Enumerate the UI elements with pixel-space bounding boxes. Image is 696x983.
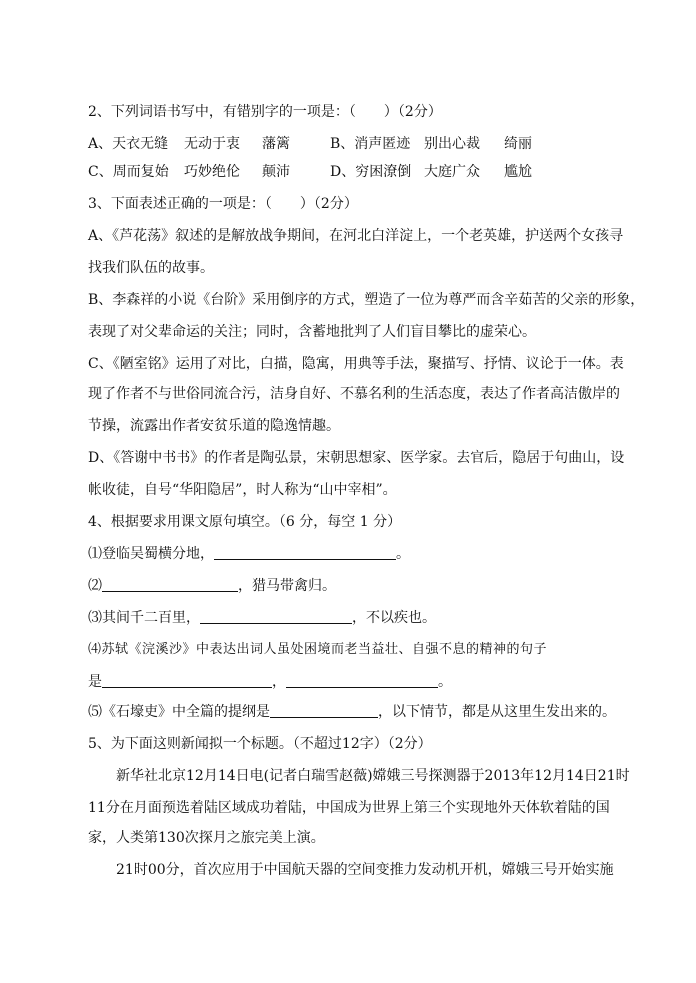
q3-option-b-line: 表现了对父辈命运的关注；同时，含蓄地批判了人们盲目攀比的虚荣心。 [88, 324, 536, 340]
q4-item-3 [88, 608, 436, 628]
q4-stem: 4、根据要求用课文原句填空。（6 分，每空 1 分） [88, 514, 402, 530]
answer-blank[interactable] [102, 673, 272, 688]
q3-option-d-line: 帐收徒，自号“华阳隐居”，时人称为“山中宰相”。 [88, 482, 397, 498]
q4-item-5-prefix: ⑸《石壕吏》中全篇的提纲是 [88, 704, 270, 720]
q5-stem: 5、为下面这则新闻拟一个标题。（不超过12字）（2分） [88, 736, 432, 752]
q4-item-3-suffix: ，不以疾也。 [352, 610, 436, 626]
q4-item-3-prefix: ⑶其间千二百里， [88, 610, 200, 626]
q4-item-5 [88, 702, 616, 722]
news-paragraph-2-line: 21时00分，首次应用于中国航天器的空间变推力发动机开机，嫦娥三号开始实施 [116, 862, 614, 878]
q4-item-2-suffix: ，猎马带禽归。 [238, 578, 336, 594]
q2-option-a-word: 藩篱 [262, 136, 290, 152]
q4-item-4-suffix: 。 [438, 674, 452, 690]
q2-option-b-word: 绮丽 [504, 136, 532, 152]
q2-option-c: C、周而复始 [88, 164, 169, 180]
q4-item-1-prefix: ⑴登临吴蜀横分地， [88, 546, 214, 562]
answer-blank[interactable] [214, 545, 396, 560]
q4-item-1 [88, 544, 410, 564]
q2-option-b-word: 别出心裁 [424, 136, 480, 152]
q2-option-c-word: 巧妙绝伦 [184, 164, 240, 180]
q3-stem: 3、下面表述正确的一项是：（ ）（2分） [88, 196, 358, 212]
q2-option-a-word: 无动于衷 [184, 136, 240, 152]
q4-item-2-prefix: ⑵ [88, 578, 102, 594]
q3-option-b-line: B、李森祥的小说《台阶》采用倒序的方式，塑造了一位为尊严而含辛茹苦的父亲的形象， [88, 292, 645, 308]
q4-item-2 [88, 576, 336, 596]
q2-option-b: B、消声匿迹 [330, 136, 411, 152]
news-paragraph-1-line: 11分在月面预选着陆区域成功着陆，中国成为世界上第三个实现地外天体软着陆的国 [88, 800, 610, 816]
q2-option-d-word: 尴尬 [504, 164, 532, 180]
answer-blank[interactable] [102, 577, 238, 592]
q4-item-1-suffix: 。 [396, 546, 410, 562]
q2-option-d: D、穷困潦倒 [330, 164, 412, 180]
q4-item-5-suffix: ，以下情节，都是从这里生发出来的。 [378, 704, 616, 720]
q2-option-d-word: 大庭广众 [424, 164, 480, 180]
q2-option-a: A、天衣无缝 [88, 136, 169, 152]
q4-item-4-separator: ， [272, 674, 286, 690]
answer-blank[interactable] [200, 609, 352, 624]
q3-option-c-line: 现了作者不与世俗同流合污，洁身自好、不慕名利的生活态度，表达了作者高洁傲岸的 [88, 386, 620, 402]
q4-item-4-prefix: 是 [88, 674, 102, 690]
q4-item-4-line-2 [88, 672, 452, 692]
q3-option-d-line: D、《答谢中书书》的作者是陶弘景，宋朝思想家、医学家。去官后，隐居于句曲山，设 [88, 450, 625, 466]
answer-blank[interactable] [270, 703, 378, 718]
answer-blank[interactable] [286, 673, 438, 688]
q3-option-c-line: C、《陋室铭》运用了对比，白描，隐寓，用典等手法，聚描写、抒情、议论于一体。表 [88, 356, 624, 372]
q3-option-a-line: A、《芦花荡》叙述的是解放战争期间，在河北白洋淀上，一个老英雄，护送两个女孩寻 [88, 228, 624, 244]
news-paragraph-1-line: 家，人类第130次探月之旅完美上演。 [88, 830, 325, 846]
q3-option-c-line: 节操，流露出作者安贫乐道的隐逸情趣。 [88, 418, 340, 434]
q2-stem: 2、下列词语书写中，有错别字的一项是：（ ）（2分） [88, 104, 442, 120]
q4-item-4-line-1: ⑷苏轼《浣溪沙》中表达出词人虽处困境而老当益壮、自强不息的精神的句子 [88, 642, 548, 657]
q2-option-c-word: 颠沛 [262, 164, 290, 180]
news-paragraph-1-line: 新华社北京12月14日电(记者白瑞雪赵薇)嫦娥三号探测器于2013年12月14日21时 [116, 768, 630, 784]
q3-option-a-line: 找我们队伍的故事。 [88, 260, 214, 276]
